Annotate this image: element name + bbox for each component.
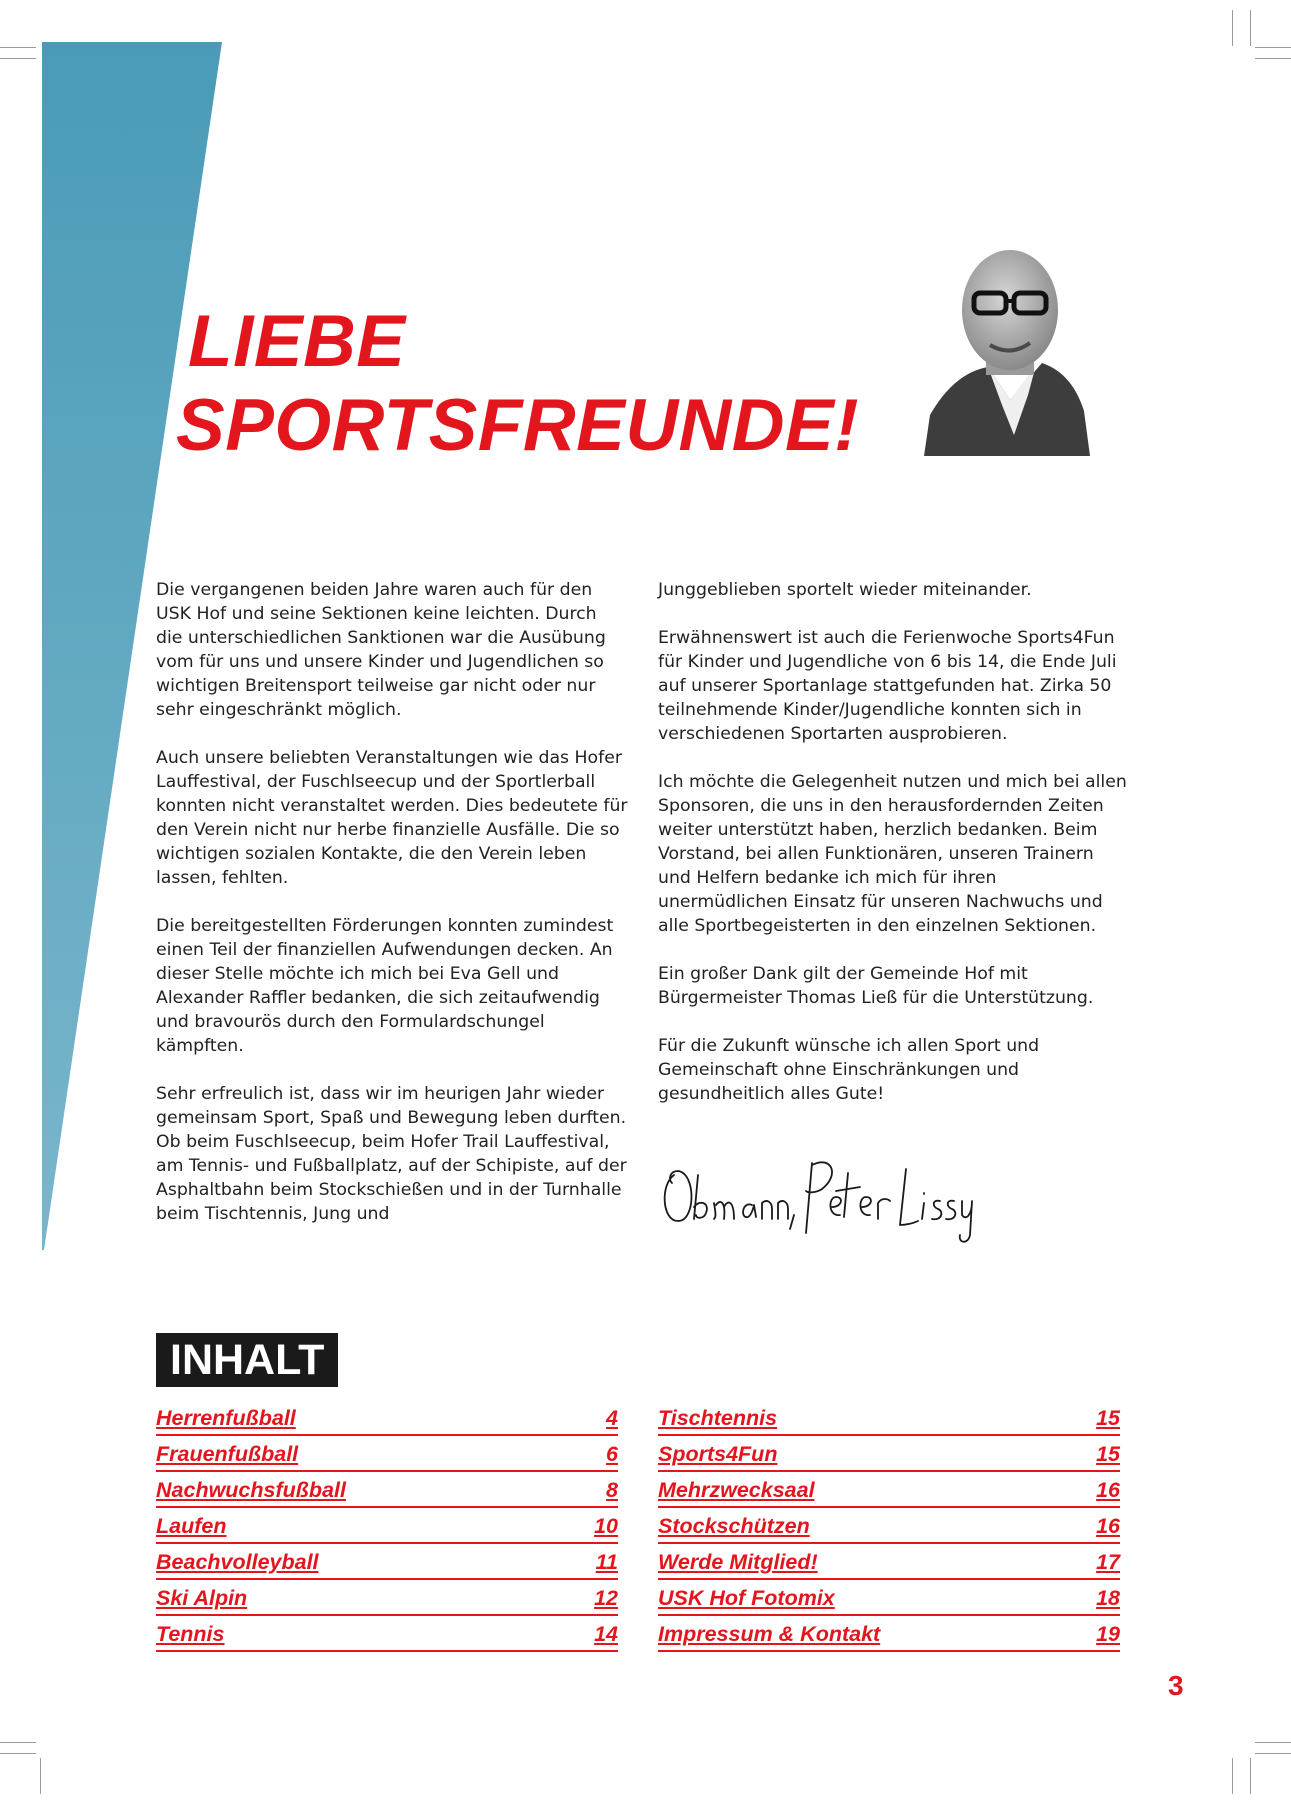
toc-link-laufen[interactable] (156, 1508, 618, 1544)
toc-label: Laufen (156, 1514, 227, 1538)
toc-page: 18 (1096, 1586, 1120, 1610)
toc-link-frauenfussball[interactable] (156, 1436, 618, 1472)
toc-label: Ski Alpin (156, 1586, 248, 1610)
body-paragraph: Die bereitgestellten Förderungen konnten zumindest einen Teil der finanziellen Aufwendungen decken. An dieser Stelle möchte ich mich bei Eva Gell und Alexander Raffler bedanken, die sich zeitaufwendig und bravourös durch den Formulardschungel kämpften. (156, 916, 614, 1056)
toc-column-right (658, 1400, 1120, 1652)
toc-page: 11 (595, 1550, 618, 1574)
body-paragraph: Ich möchte die Gelegenheit nutzen und mich bei allen Sponsoren, die uns in den herausfordernden Zeiten weiter unterstützt haben, herzlich bedanken. Beim Vorstand, bei allen Funktionären, unseren Trainern und Helfern bedanke ich mich für ihren unermüdlichen Einsatz für unseren Nachwuchs und alle Sportbegeisterten in den einzelnen Sektionen. (658, 772, 1127, 936)
crop-mark (1232, 10, 1233, 46)
body-paragraph: Sehr erfreulich ist, dass wir im heurigen Jahr wieder gemeinsam Sport, Spaß und Bewegung leben durften. Ob beim Fuschlseecup, beim Hofer Trail Lauffestival, am Tennis- und Fußballplatz, auf der Schipiste, auf der Asphaltbahn beim Stockschießen und in der Turnhalle beim Tischtennis, Jung und (156, 1084, 627, 1224)
portrait-photo (924, 235, 1096, 456)
toc-link-werde-mitglied[interactable] (658, 1544, 1120, 1580)
toc-title: INHALT (156, 1333, 338, 1387)
headline-line-1: LIEBE (188, 301, 406, 382)
toc-label: Tennis (156, 1622, 225, 1646)
body-paragraph: Die vergangenen beiden Jahre waren auch für den USK Hof und seine Sektionen keine leichten. Durch die unterschiedlichen Sanktionen war die Ausübung vom für uns und unsere Kinder und Jugendlichen so wichtigen Breitensport teilweise gar nicht oder nur sehr eingeschränkt möglich. (156, 580, 606, 720)
toc-label: Beachvolleyball (156, 1550, 319, 1574)
body-paragraph: Ein großer Dank gilt der Gemeinde Hof mit Bürgermeister Thomas Ließ für die Unterstützung. (658, 964, 1094, 1008)
body-paragraph: Für die Zukunft wünsche ich allen Sport und Gemeinschaft ohne Einschränkungen und gesundheitlich alles Gute! (658, 1036, 1040, 1104)
toc-link-mehrzwecksaal[interactable] (658, 1472, 1120, 1508)
body-paragraph: Junggeblieben sportelt wieder miteinander. (658, 580, 1032, 600)
toc-link-usk-hof-fotomix[interactable] (658, 1580, 1120, 1616)
toc-link-tischtennis[interactable] (658, 1400, 1120, 1436)
toc-link-stockschuetzen[interactable] (658, 1508, 1120, 1544)
crop-mark (0, 1753, 36, 1754)
crop-mark (1255, 1742, 1291, 1743)
toc-label: Stockschützen (658, 1514, 810, 1538)
toc-page: 10 (594, 1514, 618, 1538)
toc-page: 16 (1096, 1514, 1120, 1538)
crop-mark (40, 1758, 41, 1794)
body-column-right (658, 578, 1130, 1130)
toc-link-tennis[interactable] (156, 1616, 618, 1652)
toc-label: Nachwuchsfußball (156, 1478, 346, 1502)
toc-link-ski-alpin[interactable] (156, 1580, 618, 1616)
toc-link-nachwuchsfussball[interactable] (156, 1472, 618, 1508)
body-column-left (156, 578, 628, 1250)
crop-mark (1250, 1758, 1251, 1794)
toc-page: 4 (606, 1406, 618, 1430)
crop-mark (1250, 10, 1251, 46)
body-paragraph: Erwähnenswert ist auch die Ferienwoche Sports4Fun für Kinder und Jugendliche von 6 bis 14, die Ende Juli auf unserer Sportanlage stattgefunden hat. Zirka 50 teilnehmende Kinder/Jugendliche konnten sich in verschiedenen Sportarten ausprobieren. (658, 628, 1117, 744)
crop-mark (0, 1742, 36, 1743)
toc-page: 14 (594, 1622, 618, 1646)
toc-page: 16 (1096, 1478, 1120, 1502)
toc-link-sports4fun[interactable] (658, 1436, 1120, 1472)
toc-page: 12 (594, 1586, 618, 1610)
toc-link-herrenfussball[interactable] (156, 1400, 618, 1436)
toc-label: Impressum & Kontakt (658, 1622, 881, 1646)
crop-mark (1255, 47, 1291, 48)
toc-page: 15 (1096, 1442, 1120, 1466)
toc-label: Frauenfußball (156, 1442, 299, 1466)
page-headline (176, 300, 859, 468)
crop-mark (1232, 1758, 1233, 1794)
toc-page: 6 (606, 1442, 618, 1466)
toc-column-left (156, 1400, 618, 1652)
toc-label: Herrenfußball (156, 1406, 296, 1430)
crop-mark (1255, 1753, 1291, 1754)
toc-link-impressum-kontakt[interactable] (658, 1616, 1120, 1652)
toc-page: 15 (1096, 1406, 1120, 1430)
toc-label: Tischtennis (658, 1406, 778, 1430)
toc-link-beachvolleyball[interactable] (156, 1544, 618, 1580)
handwritten-signature (656, 1145, 976, 1245)
toc-label: Sports4Fun (658, 1442, 778, 1466)
toc-label: Mehrzwecksaal (658, 1478, 815, 1502)
body-paragraph: Auch unsere beliebten Veranstaltungen wie das Hofer Lauffestival, der Fuschlseecup und der Sportlerball konnten nicht veranstaltet werden. Dies bedeutete für den Verein nicht nur herbe finanzielle Ausfälle. Die so wichtigen sozialen Kontakte, die den Verein leben lassen, fehlten. (156, 748, 628, 888)
toc-page: 8 (606, 1478, 618, 1502)
headline-line-2: SPORTSFREUNDE! (176, 385, 859, 466)
page-number: 3 (1168, 1670, 1184, 1701)
toc-label: Werde Mitglied! (658, 1550, 818, 1574)
toc-page: 19 (1096, 1622, 1120, 1646)
toc-label: USK Hof Fotomix (658, 1586, 835, 1610)
crop-mark (1255, 58, 1291, 59)
toc-page: 17 (1096, 1550, 1120, 1574)
